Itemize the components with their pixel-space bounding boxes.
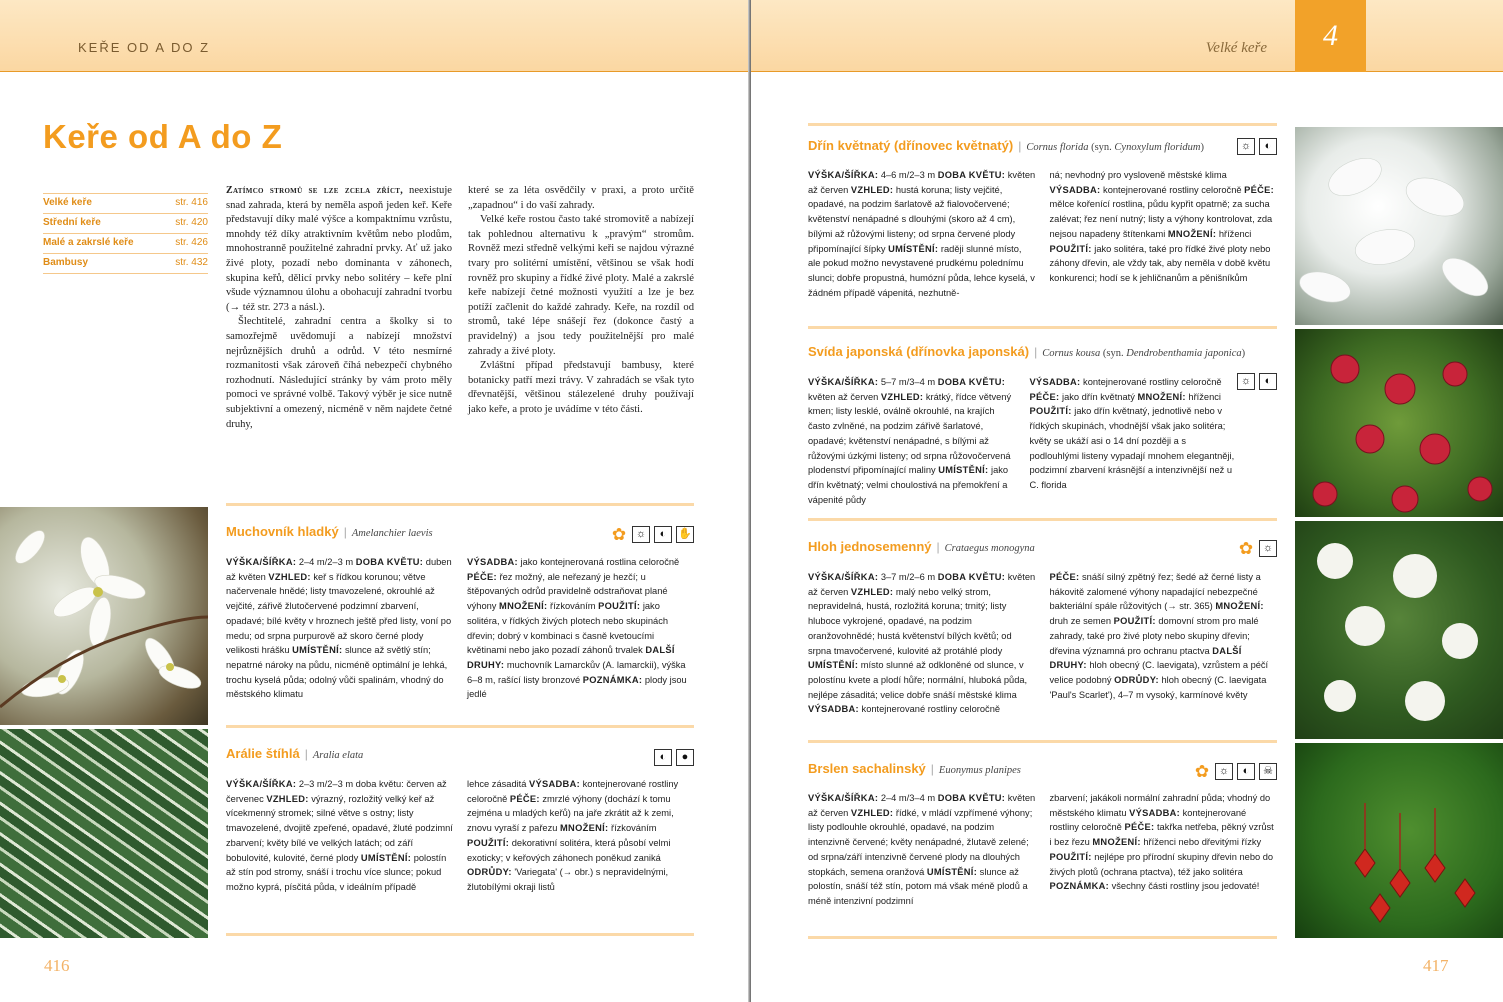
field-label: VÝSADBA:: [1029, 377, 1081, 387]
care-icons: [1237, 138, 1277, 155]
latin-name: Crataegus monogyna: [944, 543, 1035, 554]
field-text: kontejnerované rostliny celoročně: [467, 779, 679, 804]
latin-name: Aralia elata: [312, 750, 364, 761]
entry-col-1: [808, 570, 1036, 717]
field-label: DOBA KVĚTU:: [937, 793, 1006, 803]
field-label: POUŽITÍ:: [1029, 406, 1072, 417]
field-label: MNOŽENÍ:: [1092, 837, 1141, 848]
entry-col-2: [1050, 570, 1278, 717]
entry-heading: Svída japonská (dřínovka japonská) | Cornus kousa (syn. Dendrobenthamia japonica): [808, 344, 1246, 359]
shade-icon: ●: [676, 749, 694, 766]
field-text: keř s řídkou korunou; větve načervenale hnědé; listy tmavozelené, okrouhlé až vejčité, zářivě žlutočervené podzimní zbarvení, opadavé; bílé květy v hroznech ještě před listy, voní po medu; od srpna purpurově až skoro černé plody velikosti hrášku: [226, 571, 452, 656]
field-text: slunce až světlý stín; nepatrné nároky na půdu, nicméně optimální je lehká, trochu kyselá půda; odolný vůči spalinám, vhodný do městského klimatu: [226, 645, 448, 700]
plant-name: Arálie štíhlá: [226, 746, 300, 761]
field-text: duben až květen: [226, 557, 452, 582]
field-label: UMÍSTĚNÍ:: [938, 465, 989, 476]
field-text: plody jsou jedlé: [467, 674, 687, 700]
field-text: kontejnerované rostliny celoročně: [858, 704, 1001, 715]
plant-name: Brslen sachalinský: [808, 761, 926, 776]
field-text: dekorativní solitéra, která působí velmi exoticky; v keřových záhonech poněkud zaniká: [467, 837, 671, 863]
field-label: PÉČE:: [1029, 391, 1060, 402]
sun-icon: ☼: [1259, 540, 1277, 557]
field-text: takřka netřeba, pěkný vzrůst i bez řezu: [1049, 822, 1274, 848]
page-number: 417: [1423, 956, 1449, 975]
sun-icon: ☼: [1215, 763, 1233, 780]
field-text: hustá koruna; listy vejčité, opadavé, na podzim šarlatově až fialovočervené; květenství nenápadné s dlouhými (skoro až 4 cm), bílými až růžovými listeny; od srpna červené plody připomínající šípky: [808, 184, 1016, 254]
field-text: jako dřín květnatý: [1059, 391, 1138, 402]
field-text: místo slunné až odkloněné od slunce, v polostínu kvete a plodí hůře; normální, hluboká půda, nejlépe zásaditá; velice dobře snáší městské klima: [808, 660, 1028, 700]
field-text: 5–7 m/3–4 m: [878, 377, 938, 387]
care-icons: [1193, 763, 1277, 780]
field-text: zbarvení; jakákoli normální zahradní půda; vhodný do městského klimatu: [1049, 793, 1271, 818]
entry-svida: [808, 326, 1277, 518]
field-text: květen až červen: [808, 793, 1036, 818]
field-text: druh ze semen: [1049, 616, 1114, 627]
field-text: kontejnerované rostliny celoročně: [1049, 807, 1247, 833]
care-icons: [1237, 540, 1277, 557]
page-number: 416: [44, 956, 70, 975]
field-text: hloh obecný (C. laevigata 'Paul's Scarlet'), 4–7 m vysoký, karmínové květy: [1049, 674, 1267, 700]
field-label: PÉČE:: [1244, 184, 1275, 195]
field-text: 2–4 m/3–4 m: [878, 793, 938, 803]
field-label: ODRŮDY:: [1114, 674, 1159, 685]
field-text: polostín až stín pod stromy, snáší i trochu více slunce; pokud možno kyprá, písčitá půda, v ideálním případě: [226, 852, 447, 892]
field-text: lehce zásaditá: [467, 779, 530, 789]
field-text: domovní strom pro malé zahrady, také pro živé ploty nebo skupiny dřevin; dřevina významná pro ochranu ptactva: [1049, 616, 1259, 656]
field-text: 2–3 m/2–3 m doba květu: červen až červenec: [226, 779, 447, 804]
hand-icon: ✋: [676, 526, 694, 543]
field-text: mělce kořenící rostlina, půdu kypřit opatrně; za sucha zalévat; řez není nutný; listy a výhony kontrolovat, zda nejsou napadeny štítenkami: [1049, 199, 1273, 239]
field-text: jako dřín květnatý, jednotlivě nebo v řídkých skupinách, vhodnější však jako solitéra; květy se ukáží asi o 14 dní později a s podlouhlými listeny vypadají mnohem elegantněji, podzimní zbarvení krásnější a intenzivnější než u C. florida: [1029, 406, 1235, 490]
field-text: muchovník Lamarckův (A. lamarckii), výška 6–8 m, rašící listy bronzové: [467, 659, 686, 685]
field-label: VÝŠKA/ŠÍŘKA:: [226, 557, 297, 567]
field-label: POUŽITÍ:: [1049, 851, 1092, 862]
field-label: POZNÁMKA:: [582, 674, 643, 685]
entry-heading: Muchovník hladký | Amelanchier laevis: [226, 524, 433, 539]
field-label: VÝŠKA/ŠÍŘKA:: [808, 377, 879, 387]
entry-col-2: [1050, 791, 1278, 909]
field-label: VZHLED:: [268, 571, 311, 582]
entry-muchovnik: [226, 503, 694, 723]
field-text: hloh obecný (C. laevigata), vzrůstem a péčí velice podobný: [1049, 660, 1269, 685]
toc-item[interactable]: Bambusy str. 432: [43, 253, 208, 274]
field-label: PÉČE:: [467, 571, 497, 582]
entry-drin: [808, 123, 1277, 325]
field-label: VÝSADBA:: [1129, 807, 1181, 818]
entry-col-1: [808, 168, 1036, 300]
entry-hloh: [808, 518, 1277, 740]
field-text: zmrzlé výhony (dochází k tomu zejména u mladých keřů) na jaře zkrátit až k zemi, znovu vyraší z pařezu: [467, 793, 674, 834]
latin-name: Euonymus planipes: [938, 765, 1021, 776]
entry-body: [226, 555, 694, 702]
field-label: POUŽITÍ:: [598, 601, 641, 612]
entry-col-2: [467, 777, 694, 895]
running-head: KEŘE OD A DO Z: [78, 40, 211, 55]
toc-item[interactable]: Malé a zakrslé keře str. 426: [43, 233, 208, 253]
field-text: květen až červen: [808, 391, 881, 402]
field-text: nejlépe pro přírodní skupiny dřevin nebo do živých plotů (ochrana ptactva), též jako solitéra: [1049, 851, 1274, 877]
half-sun-icon: ◐: [654, 749, 672, 766]
latin-name: Amelanchier laevis: [351, 528, 433, 539]
intro-column-1: Zatímco stromů se lze zcela zříct, neexistuje snad zahrada, která by neměla aspoň jeden keř. Keře představují díky malé výšce a kompaktnímu vzrůstu, mnohdy též díky atraktivním květům nebo plodům, mnohostranně použitelné zahradní prvky. Ať už jako živé ploty, pozadí nebo dominanta v záhonech, skupina keřů, dělicí prvky nebo solitéry – keře plní všude významnou úlohu a obohacují zahradní tvorbu (→ též str. 273 a násl.). Šlechtitelé, zahradní centra a školky si to samozřejmě uvědomují a nabízejí množství nejrůznějších druhů a odrůd. V této nesmírné rozmanitosti však zároveň číhá nebezpečí chybného rozhodnutí. Následující stránky by vám proto měly pomoci ve správné volbě. Takový výběr je sice nutně subjektivní a omezený, nicméně v něm najdete četné druhy,: [226, 185, 452, 430]
field-label: UMÍSTĚNÍ:: [808, 660, 859, 671]
half-sun-icon: ◐: [654, 526, 672, 543]
entry-col-1: [226, 777, 453, 895]
entry-brslen: [808, 740, 1277, 940]
field-label: UMÍSTĚNÍ:: [888, 243, 939, 254]
field-label: MNOŽENÍ:: [499, 601, 548, 612]
field-text: ná; nevhodný pro vysloveně městské klima: [1049, 170, 1227, 180]
field-label: POZNÁMKA:: [1049, 881, 1110, 892]
half-sun-icon: ◐: [1237, 763, 1255, 780]
entry-body: [808, 375, 1277, 507]
field-label: DOBA KVĚTU:: [937, 377, 1006, 387]
plant-name: Svída japonská (dřínovka japonská): [808, 344, 1030, 359]
page-title: Keře od A do Z: [43, 118, 283, 155]
sun-icon: ☼: [1237, 373, 1255, 390]
field-text: kontejnerované rostliny celoročně: [1100, 184, 1245, 195]
field-text: řez možný, ale neřezaný je hezčí; u štěpovaných odrůd pravidelně odstraňovat plané výhony: [467, 571, 668, 612]
entry-body: [808, 168, 1277, 300]
care-icons: [654, 749, 694, 766]
header-band: [0, 0, 751, 72]
field-label: VZHLED:: [880, 391, 924, 402]
field-label: ODRŮDY:: [467, 867, 512, 878]
field-label: VÝSADBA:: [467, 557, 518, 567]
header-band: [751, 0, 1503, 72]
running-head: Velké keře: [1205, 40, 1267, 56]
flower-icon: ✿: [1194, 762, 1210, 781]
aralia-photo: [0, 729, 208, 938]
field-label: VÝŠKA/ŠÍŘKA:: [808, 793, 879, 803]
latin-name: Cornus florida (syn. Cynoxylum floridum): [1026, 142, 1204, 153]
field-label: POUŽITÍ:: [467, 837, 510, 848]
field-text: 4–6 m/2–3 m: [878, 170, 938, 180]
crataegus-photo: [1295, 521, 1503, 739]
chapter-number: 4: [1295, 0, 1366, 72]
flower-icon: ✿: [1238, 539, 1254, 558]
entry-col-1: [808, 375, 1016, 507]
field-label: UMÍSTĚNÍ:: [292, 645, 343, 656]
entry-body: [808, 791, 1277, 909]
poison-icon: ☠: [1259, 763, 1277, 780]
care-icons: [610, 526, 694, 543]
field-label: VÝŠKA/ŠÍŘKA:: [808, 170, 879, 180]
field-label: VÝSADBA:: [529, 779, 580, 789]
field-label: UMÍSTĚNÍ:: [360, 852, 412, 863]
field-label: VZHLED:: [266, 793, 309, 804]
entry-col-2: [1050, 168, 1278, 300]
field-text: hříženci nebo dřevitými řízky: [1140, 837, 1262, 848]
field-label: PÉČE:: [509, 793, 540, 804]
field-label: MNOŽENÍ:: [1215, 601, 1264, 612]
sun-icon: ☼: [632, 526, 650, 543]
field-label: MNOŽENÍ:: [560, 823, 609, 834]
entry-col-2: [1030, 375, 1278, 507]
table-of-contents: [43, 193, 208, 274]
field-text: kontejnerované rostliny celoročně: [1080, 377, 1222, 387]
cornus-kousa-photo: [1295, 329, 1503, 517]
field-label: VZHLED:: [850, 184, 894, 195]
cornus-florida-photo: [1295, 127, 1503, 325]
field-text: 3–7 m/2–6 m: [878, 572, 938, 582]
entry-col-1: [226, 555, 453, 702]
field-text: jako solitéra, také pro řídké živé ploty nebo záhony dřevin, ale vždy tak, aby neměla v době květu konkurenci; hodí se k jehličnanům a pěnišníkům: [1049, 243, 1271, 283]
field-label: PÉČE:: [1049, 572, 1080, 582]
field-label: POUŽITÍ:: [1113, 616, 1156, 627]
plant-name: Muchovník hladký: [226, 524, 339, 539]
amelanchier-photo: [0, 507, 208, 725]
field-text: slunce až polostín, snáší též stín, potom má však méně plodů a méně intenzivní podzimní: [808, 866, 1028, 906]
field-text: krátký, řídce větvený kmen; listy lesklé, oválně okrouhlé, na krajích často zvlněné, na podzim zářivě šarlatové, opadavé; květenství nenápadné, s bílými až růžovými úzkými listeny; od srpna růžovočervená plodenství připomínající maliny: [808, 391, 1012, 476]
field-text: jako kontejnerovaná rostlina celoročně: [517, 557, 680, 567]
field-text: jako dřín květnatý; velmi choulostivá na přemokření a vápenité půdy: [808, 465, 1009, 505]
sun-icon: ☼: [1237, 138, 1255, 155]
field-label: DALŠÍ DRUHY:: [467, 645, 675, 670]
euonymus-photo: [1295, 743, 1503, 938]
entry-rule: [226, 503, 694, 506]
entry-rule: [226, 725, 694, 728]
field-label: VÝSADBA:: [808, 704, 859, 715]
entry-col-2: [467, 555, 694, 702]
field-label: MNOŽENÍ:: [1167, 228, 1217, 239]
field-text: 2–4 m/2–3 m: [296, 557, 356, 567]
toc-item[interactable]: Velké keře str. 416: [43, 193, 208, 213]
field-text: květen až červen: [808, 572, 1036, 597]
field-label: PÉČE:: [1124, 822, 1155, 833]
field-text: řídké, v mládí vzpřímené výhony; listy podlouhle okrouhlé, opadavé, na podzim intenzivně červené; květy nenápadné, žlutavě zelené; od srpna/září intenzivně červené plody na dlouhých stopkách, semena oranžová: [808, 807, 1033, 877]
field-label: VZHLED:: [850, 586, 894, 597]
field-label: VÝŠKA/ŠÍŘKA:: [226, 779, 297, 789]
intro-column-2: které se za léta osvědčily v praxi, a proto určitě „zapadnou“ i do vaší zahrady. Velké keře rostou často také stromovitě a nabízejí tak pohlednou alternativu k „pravým“ stromům. Rovněž mezi středně velkými keři se najdou výrazné tvary pro solitérní umístění, většinou se však hodí rovněž pro skupiny a řídké živé ploty. Malé a zakrslé keře nabízejí četné možnosti využití a lze je bez potíží začlenit do každé zahrady. Keře, na rozdíl od stromů, také lépe snášejí řez (dokonce častý a pravidelný) a jsou tedy použitelnější pro malé zahrady a živé ploty. Zvláštní případ představují bambusy, které botanicky patří mezi trávy. V zahradách se však tyto dřevnatější, většinou stálezelené druhy používají jako keře, a proto je uvádíme v této části.: [468, 185, 694, 415]
entry-body: [226, 777, 694, 895]
field-text: 'Variegata' (→ obr.) s nepravidelnými, žlutobílými okraji listů: [467, 867, 669, 892]
entry-heading: Hloh jednosemenný | Crataegus monogyna: [808, 539, 1035, 554]
field-label: POUŽITÍ:: [1049, 243, 1092, 254]
field-text: řízkováním: [608, 823, 657, 834]
right-page: [751, 0, 1503, 1002]
entry-aralie: [226, 725, 694, 937]
field-text: řízkováním: [547, 601, 599, 612]
field-label: VÝŠKA/ŠÍŘKA:: [808, 572, 879, 582]
half-sun-icon: ◐: [1259, 138, 1277, 155]
flower-icon: ✿: [611, 525, 627, 544]
plant-name: Dřín květnatý (dřínovec květnatý): [808, 138, 1014, 153]
entry-heading: Dřín květnatý (dřínovec květnatý) | Cornus florida (syn. Cynoxylum floridum): [808, 138, 1204, 153]
entry-heading: Brslen sachalinský | Euonymus planipes: [808, 761, 1021, 776]
field-label: VÝSADBA:: [1049, 184, 1101, 195]
half-sun-icon: ◐: [1259, 373, 1277, 390]
field-label: MNOŽENÍ:: [1137, 391, 1186, 402]
field-text: výrazný, rozložitý velký keř až vícekmenný stromek; silné větve s ostny; listy tmavozelené, dvojitě zpeřené, opadavé, žluté podzimní zbarvení; květy bílé ve velkých latách; od září bobulovité, kulovité, černé plody: [226, 793, 453, 863]
field-label: DOBA KVĚTU:: [937, 572, 1006, 582]
field-text: všechny části rostliny jsou jedovaté!: [1109, 881, 1260, 892]
entry-col-1: [808, 791, 1036, 909]
white-blossom-illustration: [0, 507, 208, 725]
field-label: DOBA KVĚTU:: [937, 170, 1006, 180]
entry-body: [808, 570, 1277, 717]
field-text: květen až červen: [808, 170, 1036, 195]
entry-heading: Arálie štíhlá | Aralia elata: [226, 746, 364, 761]
field-text: jako solitéra, v řídkých živých plotech nebo skupinách dřevin; dobrý v kombinaci s časně kvetoucími květinami nebo jako pozadí záhonů trvalek: [467, 601, 669, 656]
field-text: hříženci: [1185, 391, 1221, 402]
latin-name: Cornus kousa (syn. Dendrobenthamia japonica): [1042, 348, 1246, 359]
plant-name: Hloh jednosemenný: [808, 539, 932, 554]
field-label: DOBA KVĚTU:: [355, 557, 424, 567]
field-text: hříženci: [1216, 228, 1252, 239]
toc-item[interactable]: Střední keře str. 420: [43, 213, 208, 233]
field-text: snáší silný zpětný řez; šedé až černé listy a hákovitě zalomené výhony napadající nebezpečné bakteriální spále růžovitých (→ str. 365): [1049, 572, 1261, 612]
field-label: UMÍSTĚNÍ:: [926, 866, 978, 877]
field-label: VZHLED:: [850, 807, 894, 818]
left-page: [0, 0, 751, 1002]
field-label: DALŠÍ DRUHY:: [1049, 645, 1242, 671]
field-text: raději slunné místo, ale pokud možno nevystavené prudkému polednímu slunci; dobře propustná, humózní půda, lehce kyselá, v žádném případě vápenitá, nezhutně-: [808, 243, 1035, 298]
field-text: malý nebo velký strom, nepravidelná, hustá, rozložitá koruna; trnitý; listy hluboce vykrojené, opadavé, na podzim oranžovohnědé; hustá květenství bílých květů; od srpna tmavočervené, kulovité až protáhlé plody: [808, 586, 1012, 656]
